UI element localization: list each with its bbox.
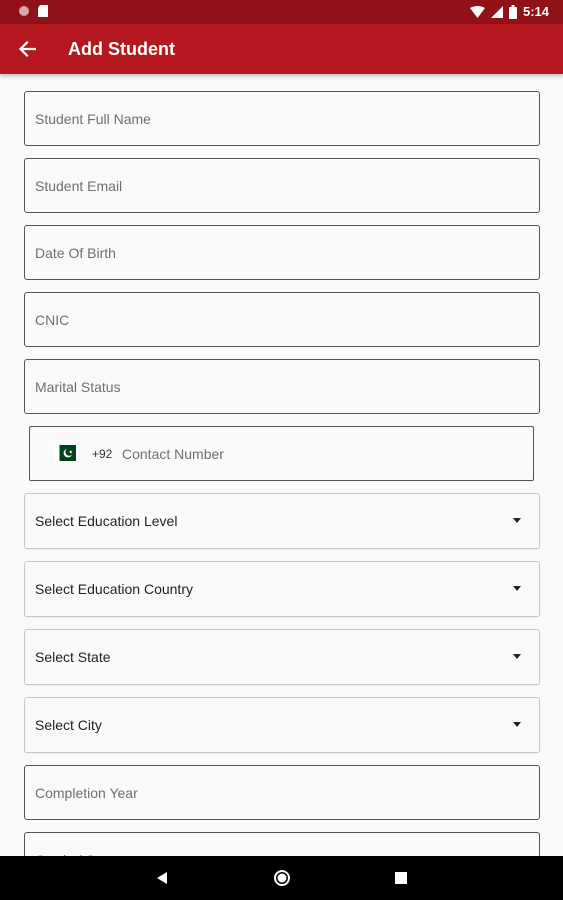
contact-number-input[interactable] bbox=[116, 427, 516, 480]
signal-icon bbox=[491, 6, 503, 18]
dob-field bbox=[24, 225, 540, 280]
square-recent-icon bbox=[395, 872, 407, 884]
dropdown-caret-icon bbox=[513, 586, 521, 591]
nav-home-button[interactable] bbox=[270, 866, 294, 890]
cnic-field bbox=[24, 292, 540, 347]
dial-code: +92 bbox=[92, 447, 113, 461]
triangle-back-icon bbox=[156, 871, 168, 885]
app-bar bbox=[0, 24, 563, 74]
state-label: Select State bbox=[35, 649, 111, 665]
completion-year-input[interactable] bbox=[25, 766, 539, 819]
marital-status-field bbox=[24, 359, 540, 414]
education-level-select[interactable] bbox=[24, 493, 540, 549]
completion-year-field bbox=[24, 765, 540, 820]
dropdown-caret-icon bbox=[513, 654, 521, 659]
education-level-label: Select Education Level bbox=[35, 513, 178, 529]
nav-recent-button[interactable] bbox=[389, 866, 413, 890]
status-bar bbox=[0, 0, 563, 24]
wifi-icon bbox=[470, 6, 485, 18]
arrow-left-icon bbox=[18, 40, 36, 58]
grade-field bbox=[24, 832, 540, 856]
status-notifications bbox=[18, 5, 48, 17]
add-student-form bbox=[0, 74, 563, 856]
contact-number-field bbox=[29, 426, 534, 481]
circle-home-icon bbox=[273, 869, 291, 887]
page-title: Add Student bbox=[68, 39, 175, 59]
dropdown-caret-icon bbox=[513, 722, 521, 727]
education-country-label: Select Education Country bbox=[35, 581, 193, 597]
nav-back-button[interactable] bbox=[150, 866, 174, 890]
state-select[interactable] bbox=[24, 629, 540, 685]
grade-input[interactable] bbox=[25, 833, 539, 856]
dob-input[interactable] bbox=[25, 226, 539, 279]
status-time: 5:14 bbox=[522, 4, 549, 19]
full-name-field bbox=[24, 91, 540, 146]
city-label: Select City bbox=[35, 717, 102, 733]
education-country-select[interactable] bbox=[24, 561, 540, 617]
full-name-input[interactable] bbox=[25, 92, 539, 145]
battery-icon bbox=[509, 5, 517, 19]
back-button[interactable] bbox=[14, 37, 40, 61]
pakistan-flag-icon[interactable] bbox=[54, 445, 76, 461]
status-indicators bbox=[470, 4, 549, 19]
email-input[interactable] bbox=[25, 159, 539, 212]
sd-card-icon bbox=[38, 5, 48, 17]
marital-status-input[interactable] bbox=[25, 360, 539, 413]
city-select[interactable] bbox=[24, 697, 540, 753]
cnic-input[interactable] bbox=[25, 293, 539, 346]
system-nav-bar bbox=[0, 856, 563, 900]
dropdown-caret-icon bbox=[513, 518, 521, 523]
email-field bbox=[24, 158, 540, 213]
notification-dot-icon bbox=[18, 5, 30, 17]
